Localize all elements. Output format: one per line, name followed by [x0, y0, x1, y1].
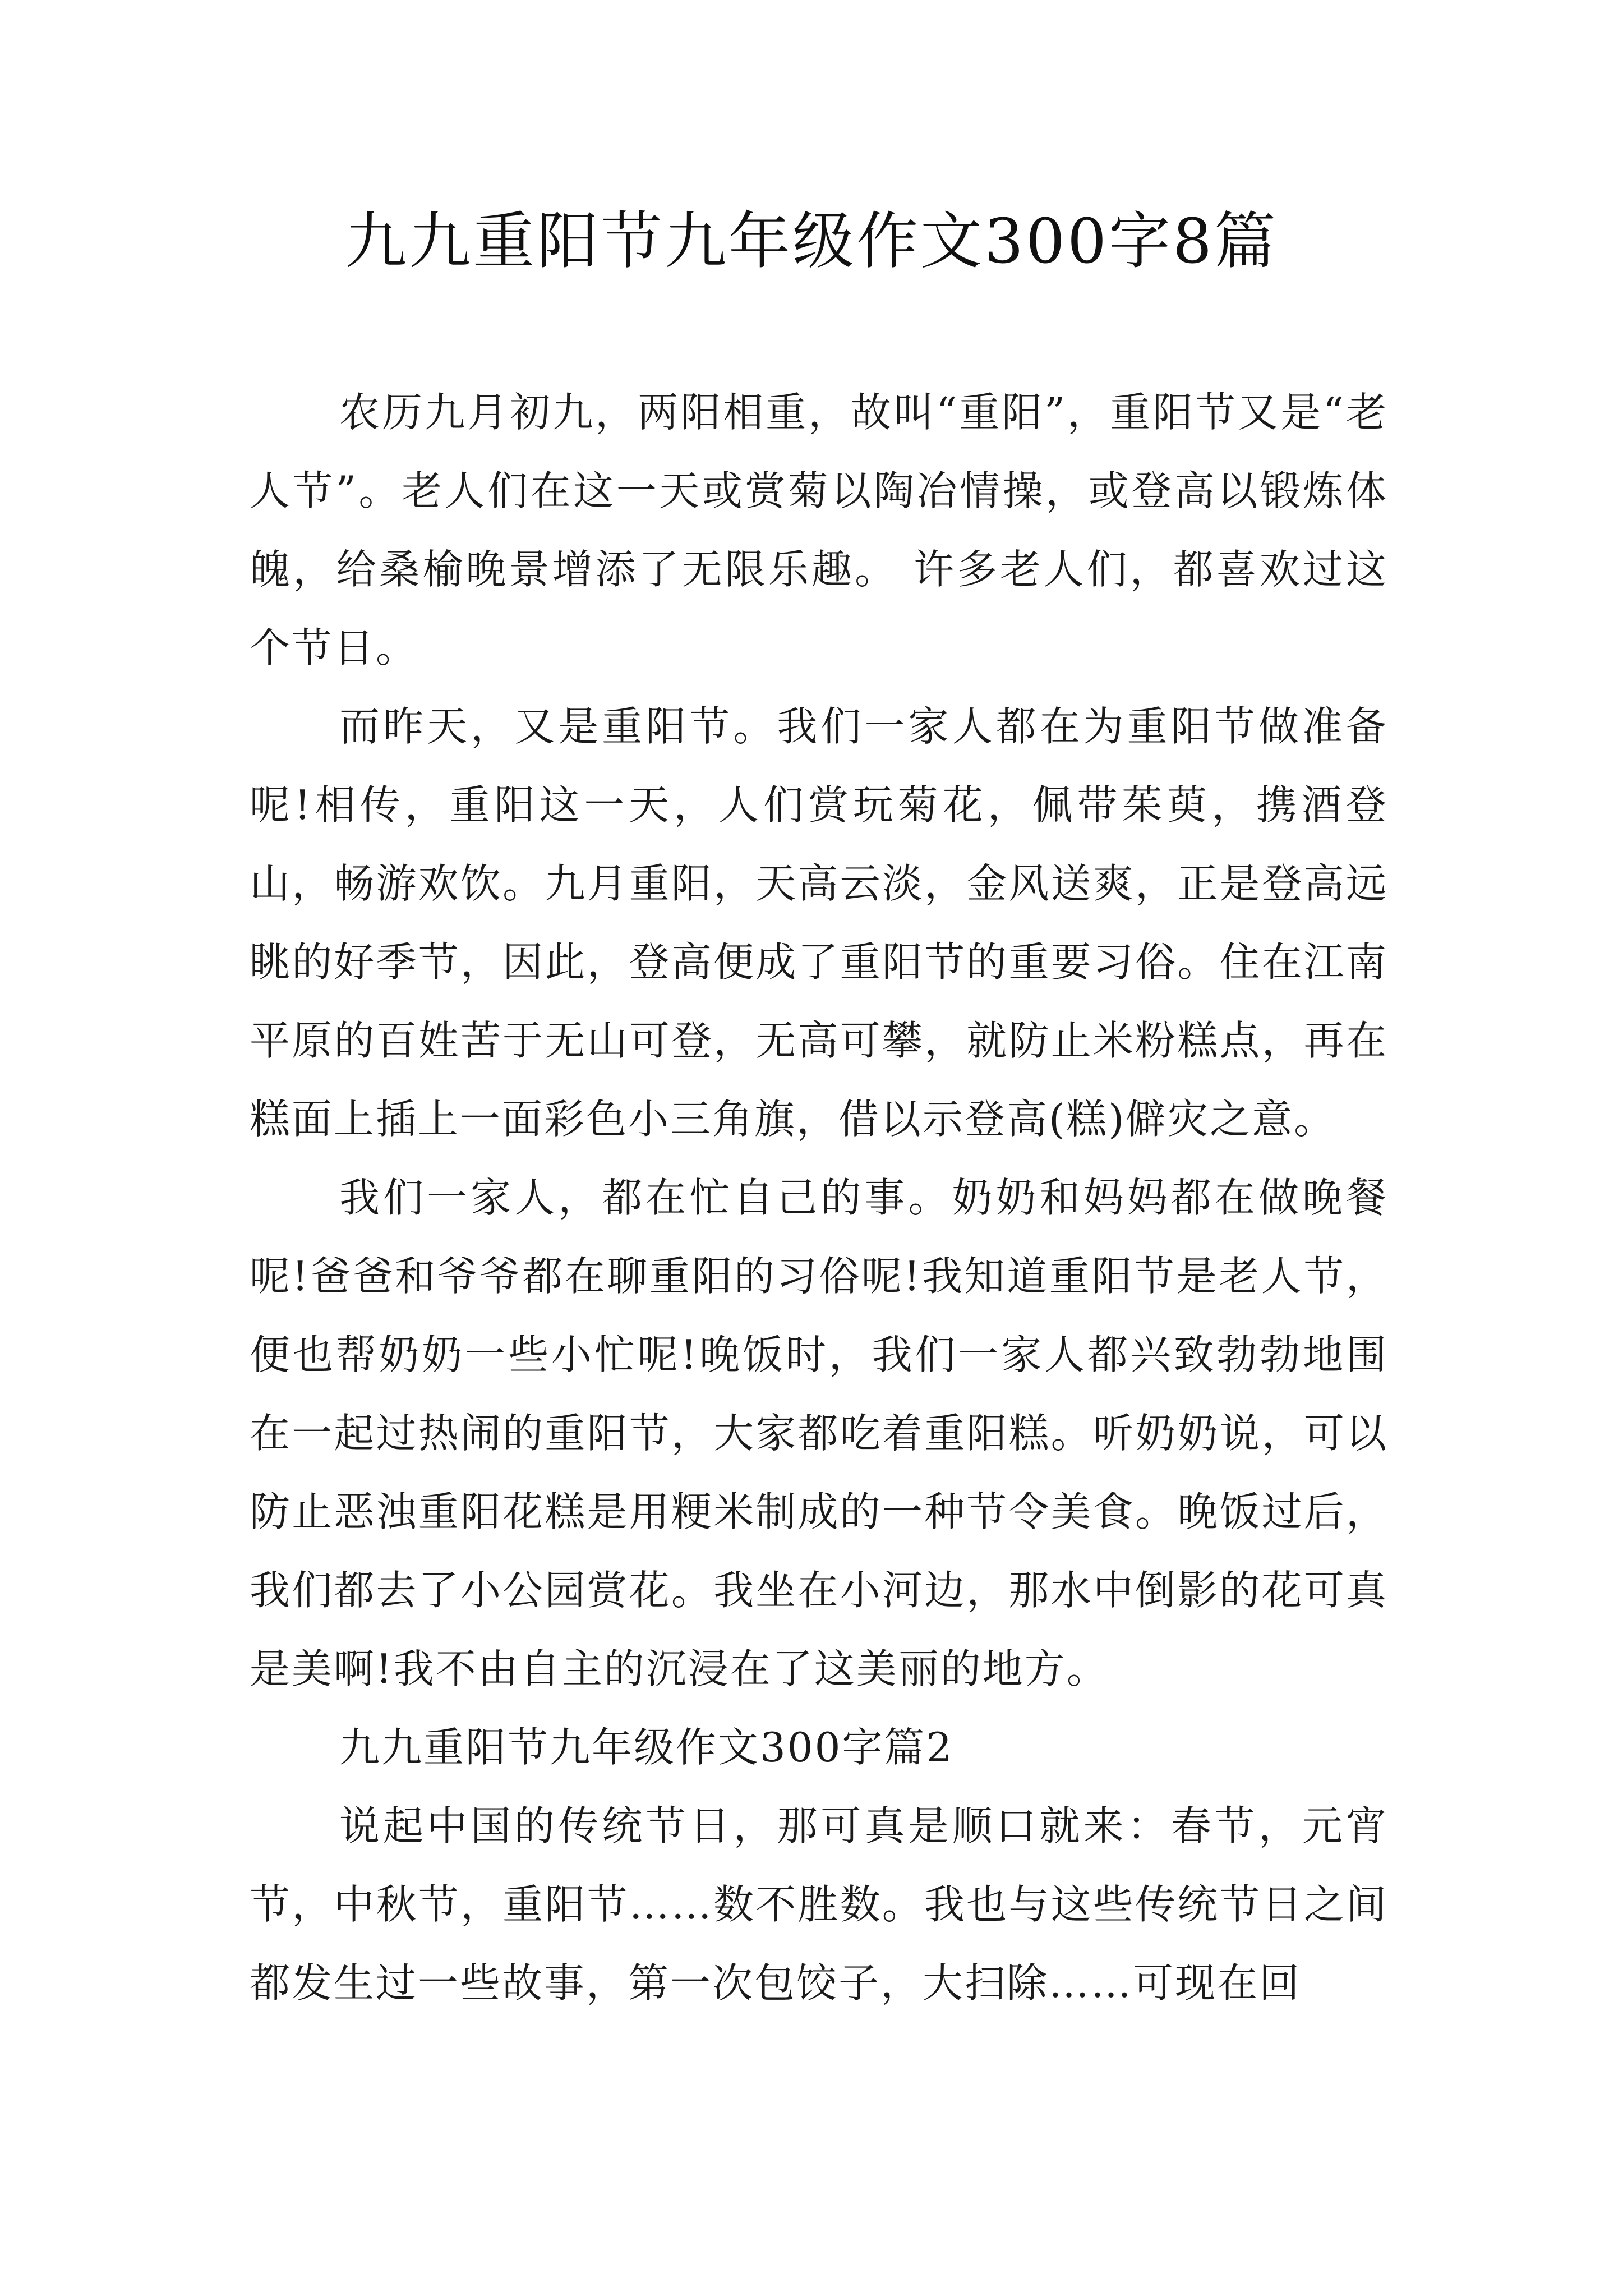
paragraph-1: 农历九月初九，两阳相重，故叫“重阳”，重阳节又是“老人节”。老人们在这一天或赏菊以陶冶情操，或登高以锻炼体魄，给桑榆晚景增添了无限乐趣。 许多老人们，都喜欢过这个节日。 — [250, 389, 1388, 671]
document-body — [250, 373, 1388, 2022]
paragraph-2: 而昨天，又是重阳节。我们一家人都在为重阳节做准备呢!相传，重阳这一天，人们赏玩菊花，佩带茱萸，携酒登山，畅游欢饮。九月重阳，天高云淡，金风送爽，正是登高远眺的好季节，因此，登高便成了重阳节的重要习俗。住在江南平原的百姓苦于无山可登，无高可攀，就防止米粉糕点，再在糕面上插上一面彩色小三角旗，借以示登高(糕)僻灾之意。 — [250, 703, 1388, 1143]
paragraph-4: 说起中国的传统节日，那可真是顺口就来：春节，元宵节，中秋节，重阳节……数不胜数。我也与这些传统节日之间都发生过一些故事，第一次包饺子，大扫除……可现在回 — [250, 1802, 1388, 2007]
paragraph-3: 我们一家人，都在忙自己的事。奶奶和妈妈都在做晚餐呢!爸爸和爷爷都在聊重阳的习俗呢!我知道重阳节是老人节，便也帮奶奶一些小忙呢!晚饭时，我们一家人都兴致勃勃地围在一起过热闹的重阳节，大家都吃着重阳糕。听奶奶说，可以防止恶浊重阳花糕是用粳米制成的一种节令美食。晚饭过后，我们都去了小公园赏花。我坐在小河边，那水中倒影的花可真是美啊!我不由自主的沉浸在了这美丽的地方。 — [250, 1174, 1388, 1692]
section-heading: 九九重阳节九年级作文300字篇2 — [339, 1724, 954, 1771]
document-title: 九九重阳节九年级作文300字8篇 — [345, 205, 1278, 277]
